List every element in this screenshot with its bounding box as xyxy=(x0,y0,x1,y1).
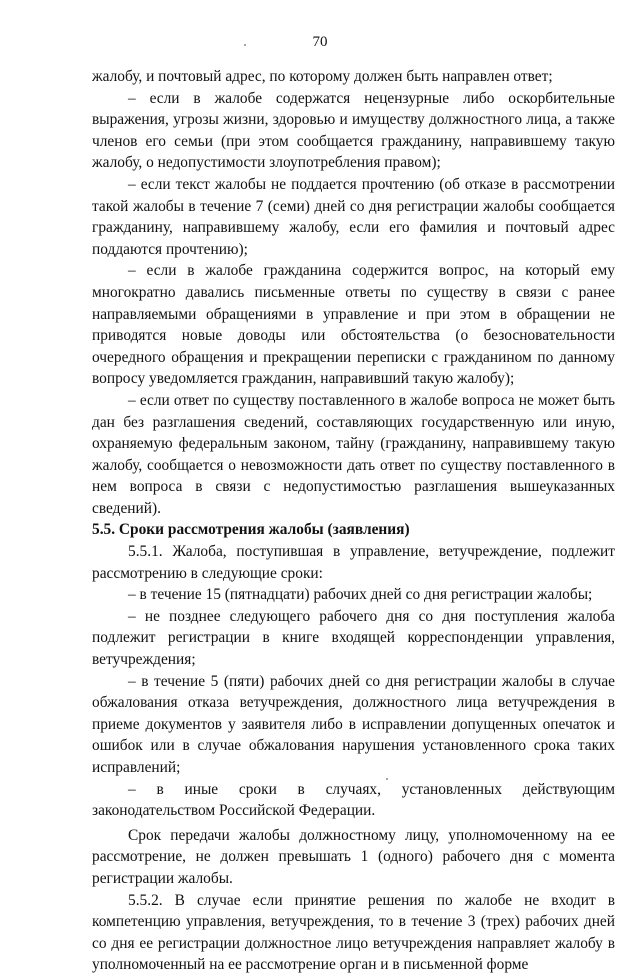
paragraph: 5.5.2. В случае если принятие решения по жалобе не входит в компетенцию управления, ветучреждения, то в течение 3 (трех) рабочих дней со дня ее регистрации должностное лицо ветучреждения направляет жалобу в уполномоченный на ее рассмотрение орган и в письменной форме xyxy=(92,891,615,974)
paragraph: – если текст жалобы не поддается прочтению (об отказе в рассмотрении такой жалобы в течение 7 (семи) дней со дня регистрации жалобы сообщается гражданину, направившему жалобу, если его фамилия и почтовый адрес поддаются прочтению); xyxy=(92,175,615,258)
document-body xyxy=(92,66,615,976)
paragraph: – не позднее следующего рабочего дня со дня поступления жалоба подлежит регистрации в книге входящей корреспонденции управления, ветучреждения; xyxy=(92,607,615,669)
scan-speck xyxy=(386,778,388,780)
paragraph: 5.5.1. Жалоба, поступившая в управление, ветучреждение, подлежит рассмотрению в следующие сроки: xyxy=(92,543,615,582)
paragraph: – в течение 15 (пятнадцати) рабочих дней со дня регистрации жалобы; xyxy=(128,586,593,604)
paragraph: – если в жалобе гражданина содержится вопрос, на который ему многократно давались письменные ответы по существу в связи с ранее направляемыми обращениями в управление и при этом в обращении не приводятся новые доводы или обстоятельства (о безосновательности очередного обращения и прекращении переписки с гражданином по данному вопросу уведомляется гражданин, направивший такую жалобу); xyxy=(92,262,615,388)
paragraph: – если в жалобе содержатся нецензурные либо оскорбительные выражения, угрозы жизни, здоровью и имуществу должностного лица, а также членов его семьи (при этом сообщается гражданину, направившему такую жалобу, о недопустимости злоупотребления правом); xyxy=(92,89,615,172)
paragraph: жалобу, и почтовый адрес, по которому должен быть направлен ответ; xyxy=(92,68,553,85)
section-heading: 5.5. Сроки рассмотрения жалобы (заявления) xyxy=(92,521,410,539)
scan-speck xyxy=(244,44,246,46)
paragraph: – если ответ по существу поставленного в жалобе вопроса не может быть дан без разглашения сведений, составляющих государственную или иную, охраняемую федеральным законом, тайну (гражданину, направившему такую жалобу, сообщается о невозможности дать ответ по существу поставленного в нем вопроса в связи с недопустимостью разглашения вышеуказанных сведений). xyxy=(92,391,615,517)
paragraph: Срок передачи жалобы должностному лицу, уполномоченному на ее рассмотрение, не должен превышать 1 (одного) рабочего дня с момента регистрации жалобы. xyxy=(92,826,615,887)
page-number: 70 xyxy=(312,34,328,50)
paragraph: – в иные сроки в случаях, установленных действующим законодательством Российской Федерации. xyxy=(92,780,615,820)
paragraph: – в течение 5 (пяти) рабочих дней со дня регистрации жалобы в случае обжалования отказа ветучреждения, должностного лица ветучреждения в приеме документов у заявителя либо в исправлении допущенных опечаток и ошибок или в случае обжалования нарушения установленного срока таких исправлений; xyxy=(92,672,615,776)
